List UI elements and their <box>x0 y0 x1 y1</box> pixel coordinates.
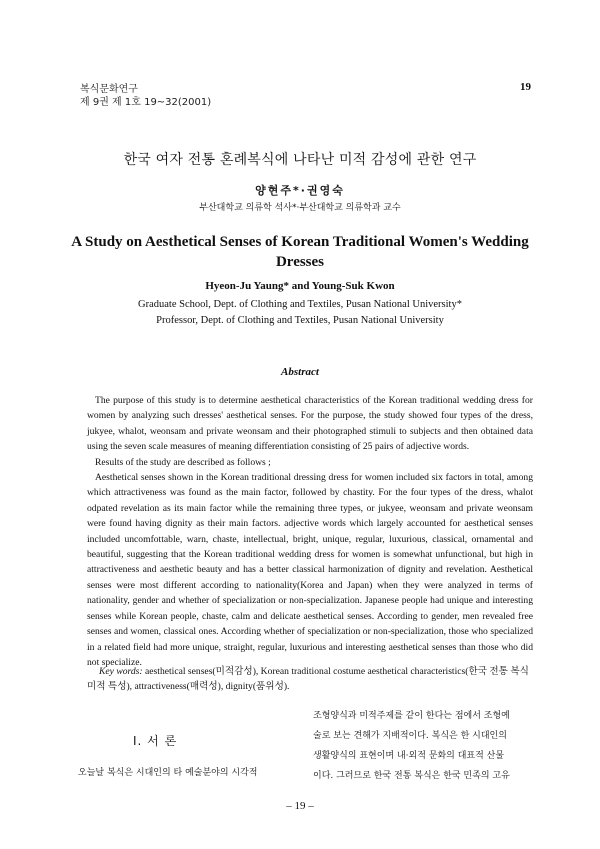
footer-page-number: – 19 – <box>286 800 314 812</box>
english-title: A Study on Aesthetical Senses of Korean Traditional Women's Wedding Dresses <box>71 234 529 270</box>
section-heading: I. 서 론 <box>133 734 178 748</box>
affiliation-line: Professor, Dept. of Clothing and Textiles, Pusan National University <box>156 315 444 326</box>
english-authors: Hyeon-Ju Yaung* and Young-Suk Kwon <box>205 280 395 292</box>
body-right-column <box>313 706 539 786</box>
body-line: 조형양식과 미적주제를 같이 한다는 점에서 조형예 <box>313 711 510 721</box>
keywords <box>87 664 533 695</box>
affiliation-line: Graduate School, Dept. of Clothing and Textiles, Pusan National University* <box>138 299 462 310</box>
korean-authors: 양현주*·권영숙 <box>255 184 345 197</box>
body-line: 생활양식의 표현이며 내·외적 문화의 대표적 산물 <box>313 751 505 761</box>
journal-name: 복식문화연구 <box>80 84 138 95</box>
abstract-heading: Abstract <box>281 366 319 378</box>
keywords-label: Key words: <box>99 666 143 677</box>
korean-affiliation: 부산대학교 의류학 석사*·부산대학교 의류학과 교수 <box>199 203 401 213</box>
top-page-number: 19 <box>520 81 531 93</box>
korean-title: 한국 여자 전통 혼례복식에 나타난 미적 감성에 관한 연구 <box>123 152 477 168</box>
abstract-body <box>87 393 533 670</box>
journal-header <box>80 83 211 109</box>
body-left-column <box>78 763 306 783</box>
body-line: 오늘날 복식은 시대인의 타 예술분야의 시각적 <box>78 768 258 778</box>
english-affiliation <box>0 297 600 329</box>
journal-volume: 제 9권 제 1호 19~32(2001) <box>80 97 212 108</box>
abstract-paragraph: Results of the study are described as follows ; <box>95 456 271 468</box>
abstract-paragraph: Aesthetical senses shown in the Korean traditional dressing dress for women included six factors in total, among which attractiveness was found as the main factor, followed by chastity. For the four types of the dress, whalot odpated revelation as its main factor while the remaining three types, or jukyee, weonsam and private weonsam were found having dignity as their main factors. adjective words which largely accounted for aesthetical senses included uncomfottable, warn, chaste, intellectual, bright, unique, regular, luxurious, classical, ornamental and beautiful, suggesting that the Korean traditional wedding dress for women is somewhat unfunctional, but high in attractiveness and aesthetic beauty and has a better classical harmonization of dignity and revelation. Aesthetical senses were most different according to nationality(Korea and Japan) when they were analyzed in terms of nationality, gender and whether of specialization or non-specialization. Japanese people had unique and interesting senses while Korean people, chaste, calm and delicate aesthetical senses. According to gender, men revealed free senses and women, classical ones. According whether of specialization or non-specialization, those who specialized in a related field had more unique, straight, regular, luxurious and interesting aesthetical senses than those who did not specialize. <box>87 472 533 668</box>
body-line: 술로 보는 견해가 지배적이다. 복식은 한 시대인의 <box>313 731 507 741</box>
body-line: 이다. 그러므로 한국 전통 복식은 한국 민족의 고유 <box>313 771 510 781</box>
keywords-text: aesthetical senses(미적감성), Korean traditional costume aesthetical characteristics(한국 전통 복식 미적 특성), attractiveness(매력성), dignity(품위성). <box>87 666 529 693</box>
abstract-paragraph: The purpose of this study is to determine aesthetical characteristics of the Korean traditional wedding dress for women by analyzing such dresses' aesthetical senses. For the purpose, the study showed four types of the dress, jukyee, whalot, weonsam and private weonsam and their photographed stimuli to subjects and then obtained data using the seven scale measures of meaning differentiation consisting of 25 pairs of adjective words. <box>87 395 533 453</box>
